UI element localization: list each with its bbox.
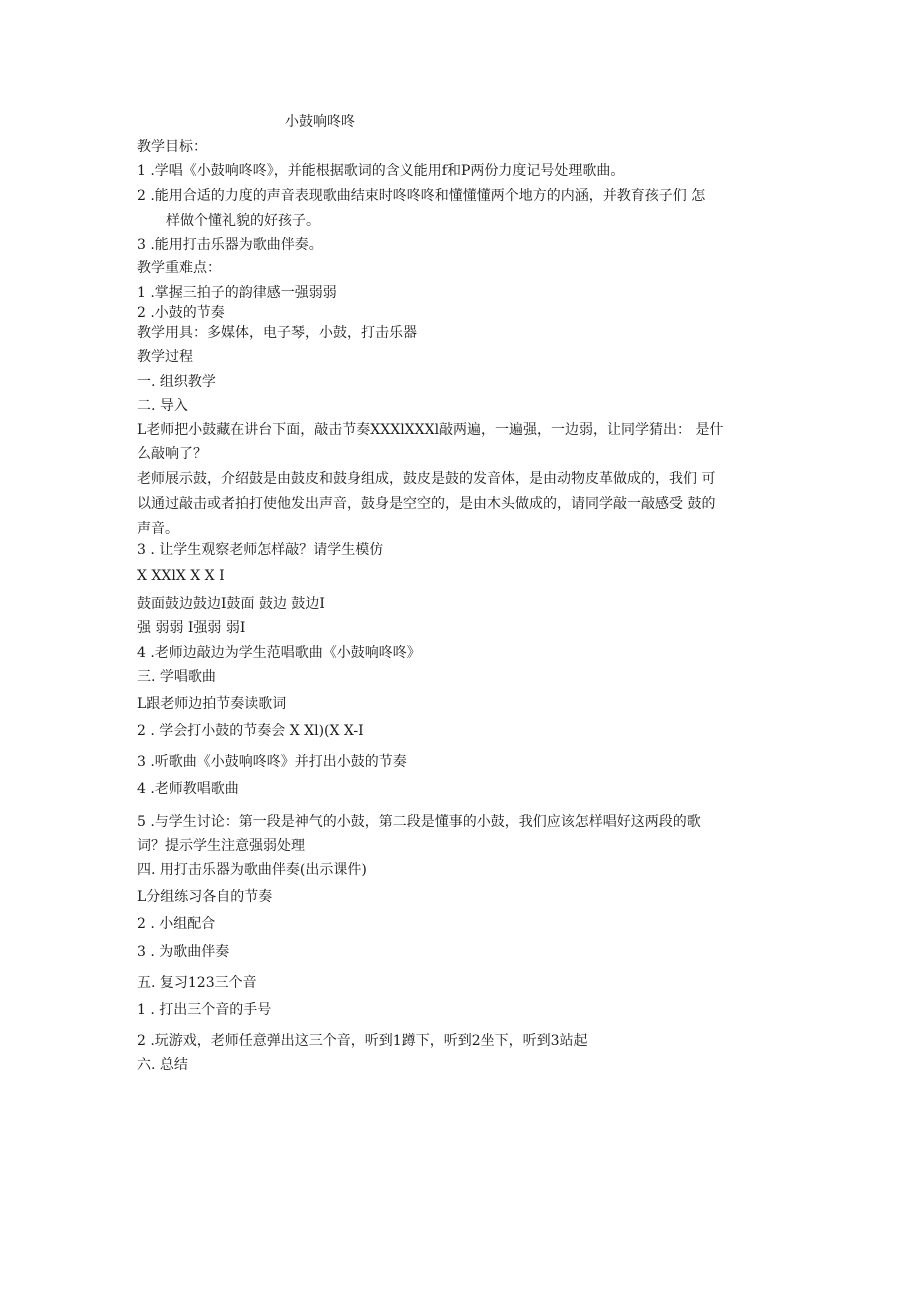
text-line: 3 . 为歌曲伴奏 — [137, 944, 230, 960]
document-title: 小鼓响咚咚 — [285, 114, 355, 130]
text-line: 3 . 让学生观察老师怎样敲？请学生模仿 — [137, 542, 384, 558]
rhythm-notation: 强 弱弱 I强弱 弱I — [137, 620, 246, 636]
section-heading: 五. 复习123三个音 — [137, 975, 257, 991]
text-line: 样做个懂礼貌的好孩子。 — [166, 213, 320, 229]
text-line: 1 .掌握三拍子的韵律感一强弱弱 — [137, 285, 337, 301]
text-line: 么敲响了？ — [137, 446, 207, 462]
section-heading-objectives: 教学目标： — [137, 139, 207, 155]
section-heading: 三. 学唱歌曲 — [137, 669, 216, 685]
text-line: 2 .能用合适的力度的声音表现歌曲结束时咚咚咚和懂懂懂两个地方的内涵，并教育孩子们 怎 — [137, 188, 706, 204]
text-line: L分组练习各自的节奏 — [137, 889, 273, 905]
text-line: 5 .与学生讨论：第一段是神气的小鼓，第二段是懂事的小鼓，我们应该怎样唱好这两段的歌 — [137, 814, 701, 830]
rhythm-notation: X XXlX X X I — [137, 568, 225, 584]
text-line: 4 .老师边敲边为学生范唱歌曲《小鼓响咚咚》 — [137, 645, 421, 661]
section-heading-key-points: 教学重难点： — [137, 260, 221, 276]
section-heading-tools: 教学用具：多媒体，电子琴，小鼓，打击乐器 — [137, 325, 417, 341]
rhythm-notation: 鼓面鼓边鼓边I鼓面 鼓边 鼓边I — [137, 596, 325, 612]
text-line: 2 . 学会打小鼓的节奏会 X Xl)(X X-I — [137, 723, 364, 739]
text-line: L跟老师边拍节奏读歌词 — [137, 696, 287, 712]
section-heading-process: 教学过程 — [137, 349, 193, 365]
text-line: 4 .老师教唱歌曲 — [137, 781, 239, 797]
text-line: 词？提示学生注意强弱处理 — [137, 838, 305, 854]
text-line: 1 .学唱《小鼓响咚咚》，并能根据歌词的含义能用f和P两份力度记号处理歌曲。 — [137, 163, 625, 179]
text-line: 声音。 — [137, 521, 179, 537]
text-line: 以通过敲击或者拍打使他发出声音，鼓身是空空的，是由木头做成的，请同学敲一敲感受 鼓的 — [137, 496, 716, 512]
text-line: 2 .玩游戏，老师任意弹出这三个音，听到1蹲下，听到2坐下，听到3站起 — [137, 1033, 588, 1049]
text-line: 3 .能用打击乐器为歌曲伴奏。 — [137, 237, 323, 253]
text-line: 3 .听歌曲《小鼓响咚咚》并打出小鼓的节奏 — [137, 754, 407, 770]
section-heading: 一. 组织教学 — [137, 374, 216, 390]
text-line: L老师把小鼓藏在讲台下面，敲击节奏XXXlXXXl敲两遍，一遍强，一边弱，让同学猜出： 是什 — [137, 422, 724, 438]
section-heading: 六. 总结 — [137, 1057, 188, 1073]
section-heading: 二. 导入 — [137, 398, 188, 414]
text-line: 2 .小鼓的节奏 — [137, 305, 225, 321]
text-line: 1 . 打出三个音的手号 — [137, 1002, 272, 1018]
text-line: 老师展示鼓，介绍鼓是由鼓皮和鼓身组成，鼓皮是鼓的发音体，是由动物皮革做成的，我们 可 — [137, 471, 716, 487]
text-line: 2 . 小组配合 — [137, 916, 216, 932]
section-heading: 四. 用打击乐器为歌曲伴奏(出示课件) — [137, 862, 367, 878]
